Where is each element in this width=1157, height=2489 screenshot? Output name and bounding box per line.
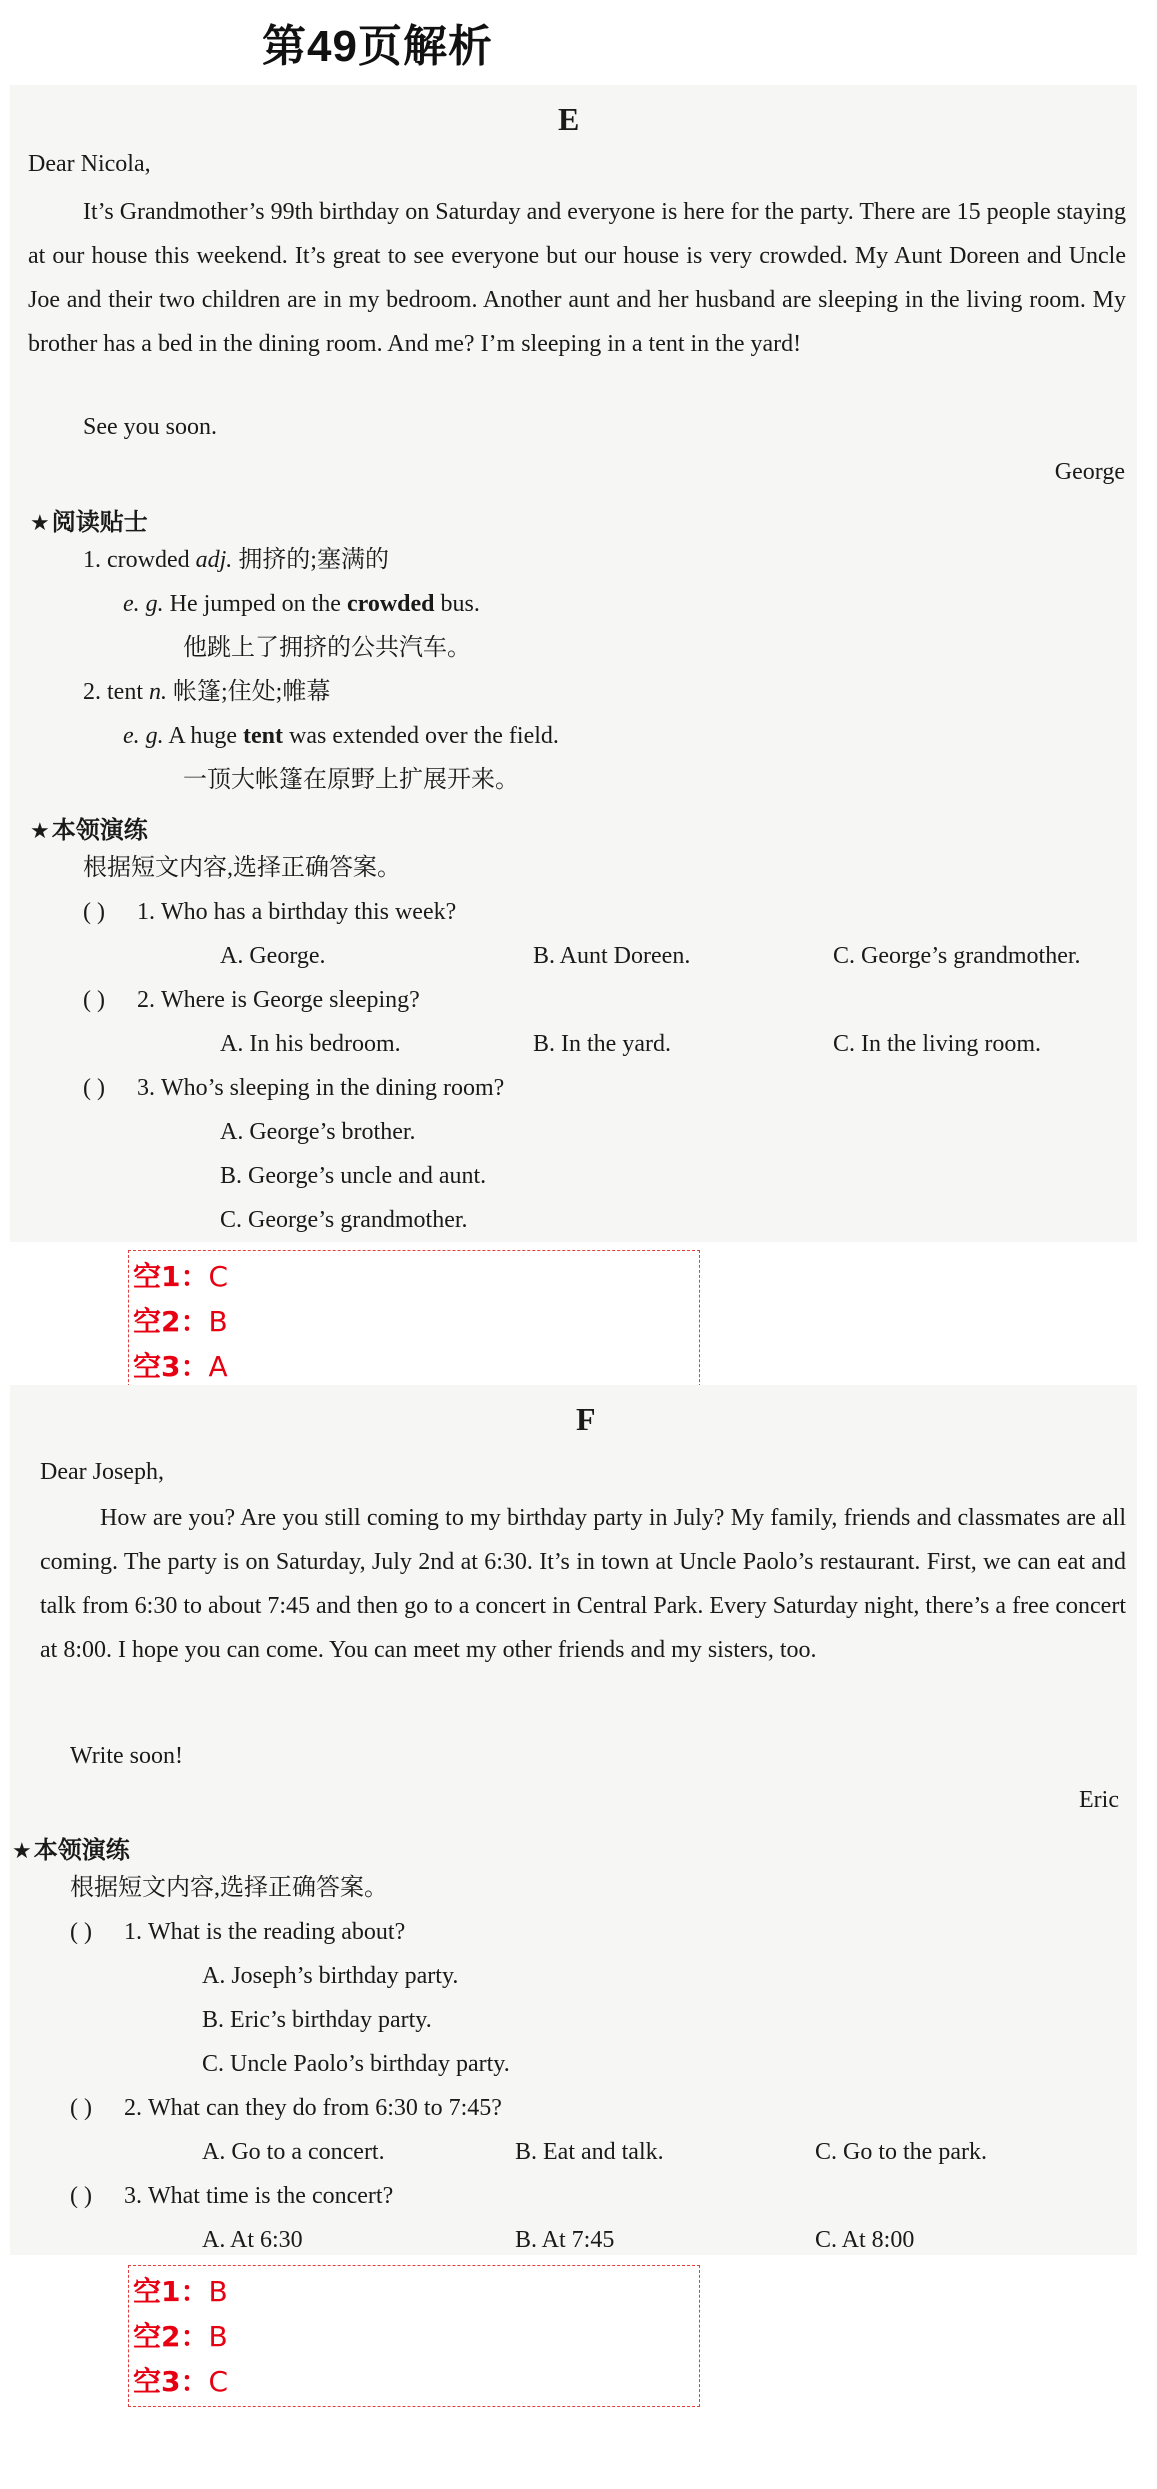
answer-line	[133, 1255, 228, 1295]
answer-line	[133, 1345, 228, 1385]
eg-label: e. g.	[123, 723, 164, 749]
question-num: 1.	[137, 899, 155, 925]
question	[70, 1918, 405, 1947]
answer-line	[133, 2360, 228, 2400]
answer-line	[133, 1300, 228, 1340]
vocab-meaning: 帐篷;住处;帷幕	[173, 679, 331, 705]
vocab-pos: adj.	[195, 547, 233, 573]
answer-label: 空1：	[133, 2275, 209, 2308]
exercise-heading	[30, 810, 148, 845]
exercise-heading-text: 本领演练	[51, 816, 148, 844]
letter-body: It’s Grandmother’s 99th birthday on Saturday and everyone is here for the party. There are 15 people staying at our house this weekend. It’s great to see everyone but our house is very crowded. My Aunt Doreen and Uncle Joe and their two children are in my bedroom. Another aunt and her husband are sleeping in the living room. My brother has a bed in the dining room. And me? I’m sleeping in a tent in the yard!	[28, 199, 1126, 357]
vocab-num: 1.	[83, 547, 101, 573]
vocab-word: tent	[107, 679, 143, 705]
question-text: Who’s sleeping in the dining room?	[161, 1075, 505, 1101]
answer-value: B	[208, 2275, 228, 2308]
eg-text: bus.	[440, 591, 480, 617]
answer-paren: ( )	[83, 1075, 105, 1101]
option: B. George’s uncle and aunt.	[220, 1163, 487, 1189]
vocab-heading-text: 阅读贴士	[51, 508, 148, 536]
answer-box	[128, 1250, 700, 1392]
exercise-instruction: 根据短文内容,选择正确答案。	[70, 1875, 388, 1901]
answer-value: A	[208, 1350, 228, 1383]
vocab-item	[83, 546, 389, 575]
answer-line	[133, 2270, 228, 2310]
vocab-heading	[30, 502, 148, 537]
vocab-num: 2.	[83, 679, 101, 705]
question-text: Where is George sleeping?	[161, 987, 420, 1013]
answer-label: 空1：	[133, 1260, 209, 1293]
question	[83, 1074, 504, 1103]
passage-letter: E	[558, 101, 580, 137]
option: B. At 7:45	[515, 2227, 615, 2253]
option: A. In his bedroom.	[220, 1031, 401, 1057]
answer-label: 空3：	[133, 2365, 209, 2398]
question	[70, 2094, 502, 2123]
answer-paren: ( )	[70, 2095, 92, 2121]
question-text: Who has a birthday this week?	[161, 899, 457, 925]
question-num: 2.	[137, 987, 155, 1013]
letter-closing: Write soon!	[70, 1743, 184, 1769]
answer-label: 空2：	[133, 2320, 209, 2353]
vocab-item	[83, 678, 330, 707]
question	[70, 2182, 393, 2211]
answer-value: B	[208, 2320, 228, 2353]
answer-paren: ( )	[70, 1919, 92, 1945]
question-num: 2.	[124, 2095, 142, 2121]
question-num: 3.	[124, 2183, 142, 2209]
page-title: 第49页解析	[262, 22, 493, 71]
question-text: What time is the concert?	[148, 2183, 394, 2209]
answer-box	[128, 2265, 700, 2407]
option: B. In the yard.	[533, 1031, 671, 1057]
option: A. Go to a concert.	[202, 2139, 385, 2165]
exercise-instruction: 根据短文内容,选择正确答案。	[83, 855, 401, 881]
letter-signature: Eric	[1079, 1787, 1119, 1813]
option: C. Uncle Paolo’s birthday party.	[202, 2051, 510, 2077]
vocab-translation: 一顶大帐篷在原野上扩展开来。	[183, 767, 519, 793]
letter-greeting: Dear Nicola,	[28, 151, 151, 177]
passage-letter: F	[576, 1401, 596, 1437]
eg-text: was extended over the field.	[289, 723, 559, 749]
question-num: 1.	[124, 1919, 142, 1945]
eg-keyword: crowded	[346, 591, 435, 617]
option: A. George’s brother.	[220, 1119, 416, 1145]
answer-paren: ( )	[70, 2183, 92, 2209]
question-text: What can they do from 6:30 to 7:45?	[148, 2095, 502, 2121]
option: C. Go to the park.	[815, 2139, 987, 2165]
star-icon: ★	[12, 1839, 32, 1864]
star-icon: ★	[30, 511, 50, 536]
answer-label: 空2：	[133, 1305, 209, 1338]
exercise-heading	[12, 1830, 130, 1865]
option: B. Aunt Doreen.	[533, 943, 691, 969]
vocab-word: crowded	[107, 547, 190, 573]
vocab-example	[123, 590, 480, 619]
eg-text: A huge	[168, 723, 238, 749]
option: C. In the living room.	[833, 1031, 1041, 1057]
answer-value: C	[208, 1260, 229, 1293]
option: C. At 8:00	[815, 2227, 915, 2253]
option: A. At 6:30	[202, 2227, 303, 2253]
vocab-example	[123, 722, 559, 751]
question	[83, 898, 456, 927]
letter-greeting: Dear Joseph,	[40, 1459, 164, 1485]
answer-label: 空3：	[133, 1350, 209, 1383]
vocab-translation: 他跳上了拥挤的公共汽车。	[183, 635, 471, 661]
eg-text: He jumped on the	[169, 591, 341, 617]
answer-value: B	[208, 1305, 228, 1338]
letter-signature: George	[1054, 459, 1125, 485]
option: B. Eat and talk.	[515, 2139, 664, 2165]
option: A. George.	[220, 943, 326, 969]
option: B. Eric’s birthday party.	[202, 2007, 432, 2033]
answer-value: C	[208, 2365, 229, 2398]
question-num: 3.	[137, 1075, 155, 1101]
question	[83, 986, 420, 1015]
question-text: What is the reading about?	[148, 1919, 406, 1945]
letter-body: How are you? Are you still coming to my birthday party in July? My family, friends and classmates are all coming. The party is on Saturday, July 2nd at 6:30. It’s in town at Uncle Paolo’s restaurant. First, we can eat and talk from 6:30 to about 7:45 and then go to a concert in Central Park. Every Saturday night, there’s a free concert at 8:00. I hope you can come. You can meet my other friends and my sisters, too.	[40, 1505, 1126, 1663]
eg-keyword: tent	[243, 723, 283, 749]
exercise-heading-text: 本领演练	[33, 1836, 130, 1864]
answer-paren: ( )	[83, 899, 105, 925]
option: A. Joseph’s birthday party.	[202, 1963, 459, 1989]
option: C. George’s grandmother.	[833, 943, 1081, 969]
option: C. George’s grandmother.	[220, 1207, 468, 1233]
vocab-pos: n.	[149, 679, 167, 705]
letter-closing: See you soon.	[83, 414, 217, 440]
answer-line	[133, 2315, 228, 2355]
star-icon: ★	[30, 819, 50, 844]
vocab-meaning: 拥挤的;塞满的	[238, 547, 389, 573]
answer-paren: ( )	[83, 987, 105, 1013]
eg-label: e. g.	[123, 591, 164, 617]
